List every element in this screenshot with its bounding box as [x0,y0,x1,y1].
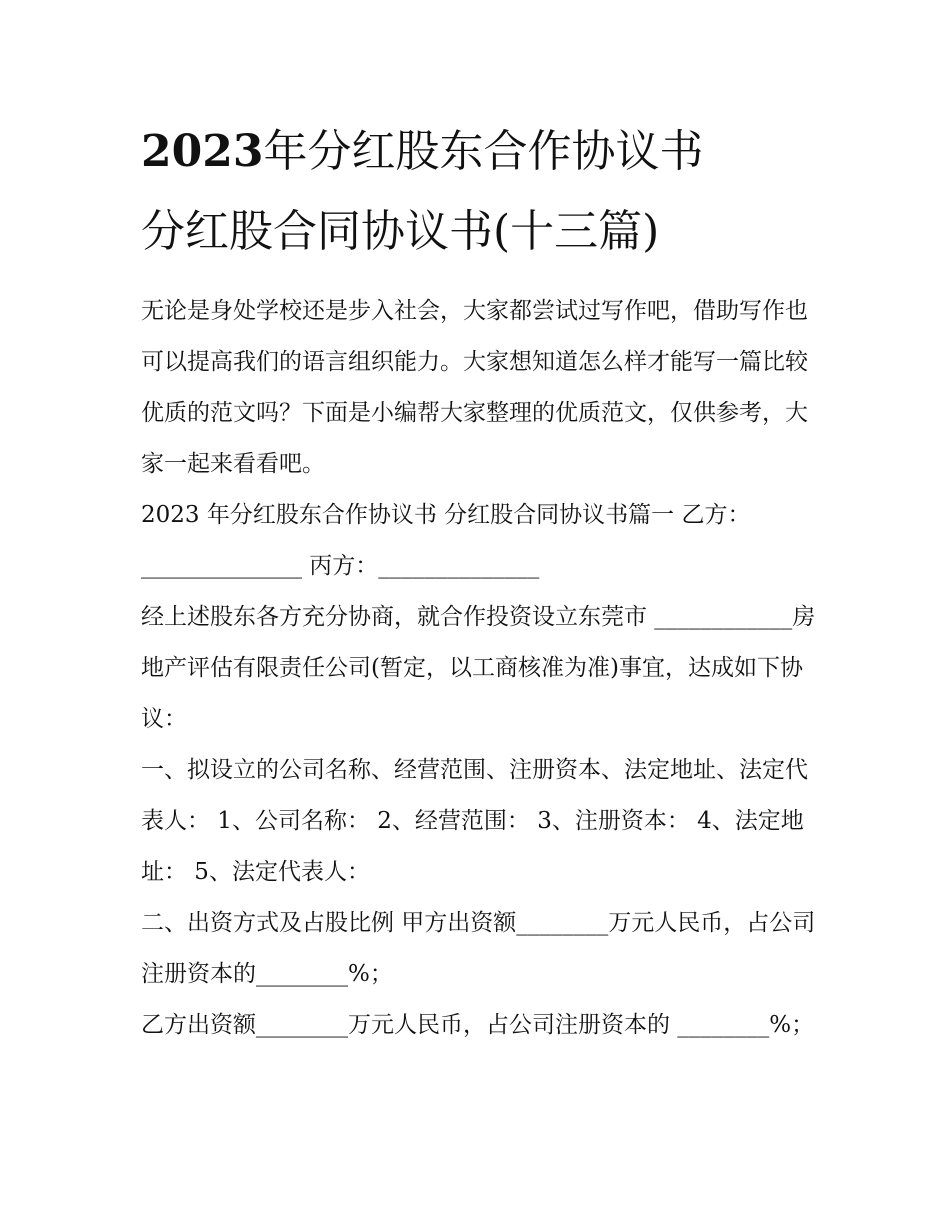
intro-paragraph: 无论是身处学校还是步入社会，大家都尝试过写作吧，借助写作也可以提高我们的语言组织能力。大家想知道怎么样才能写一篇比较优质的范文吗？下面是小编帮大家整理的优质范文，仅供参考，大家一起来看看吧。 [141,298,808,477]
document-title [141,112,821,272]
clause-one-paragraph: 一、拟设立的公司名称、经营范围、注册资本、法定地址、法定代表人： 1、公司名称： 2、经营范围： 3、注册资本： 4、法定地址： 5、法定代表人： [141,757,808,885]
document-body [141,286,821,1051]
clause-two-paragraph: 二、出资方式及占股比例 甲方出资额________万元人民币，占公司注册资本的________%； [141,910,816,987]
party-b-contribution-paragraph: 乙方出资额________万元人民币，占公司注册资本的 ________%； [141,1012,815,1038]
negotiation-paragraph: 经上述股东各方充分协商，就合作投资设立东莞市 ____________房地产评估有限责任公司(暂定，以工商核准为准)事宜，达成如下协议： [141,604,816,732]
title-line-2: 分红股合同协议书(十三篇) [141,206,660,257]
agreement-heading-paragraph: 2023 年分红股东合作协议书 分红股合同协议书篇一 乙方：______________ 丙方：______________ [141,502,751,579]
title-year: 2023 [141,126,264,177]
document-page [141,112,821,1051]
title-line-1-text: 年分红股东合作协议书 [263,126,704,177]
title-line-1 [141,112,821,192]
